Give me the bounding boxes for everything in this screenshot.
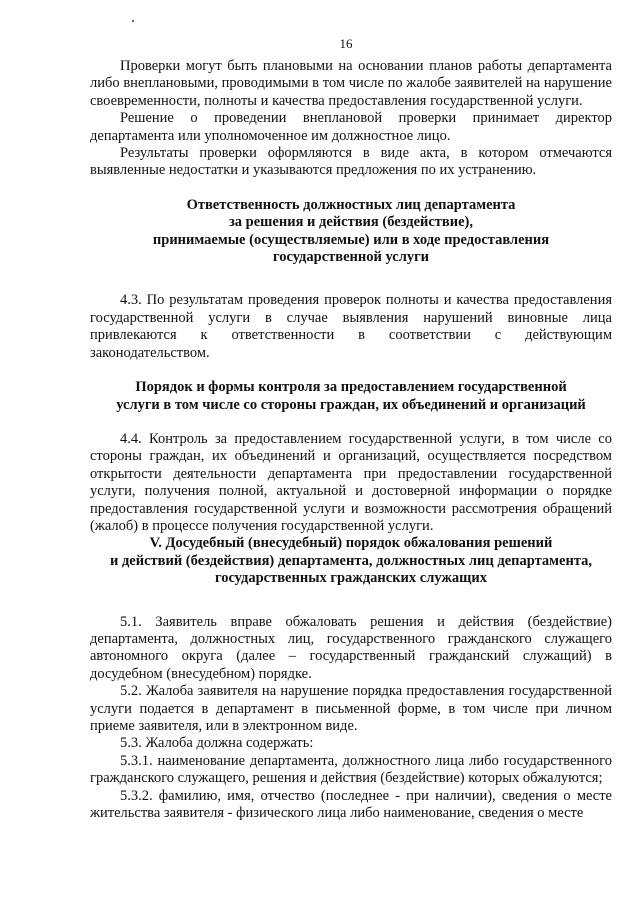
paragraph-inspection-results: Результаты проверки оформляются в виде акта, в котором отмечаются выявленные недостатки и указываются предложения по их устранению. xyxy=(90,145,612,179)
heading-line: V. Досудебный (внесудебный) порядок обжалования решений xyxy=(149,535,553,552)
paragraph-4-4: 4.4. Контроль за предоставлением государственной услуги, в том числе со стороны граждан, их объединений и организаций, осуществляется посредством открытости деятельности департамента при предоставлении государственной услуги, получения полной, актуальной и достоверной информации о порядке предоставления государственной услуги и возможности рассмотрения обращений (жалоб) в процессе получения государственной услуги. xyxy=(90,430,612,534)
heading-responsibility xyxy=(90,197,612,267)
page-number: 16 xyxy=(339,36,353,51)
paragraph-4-3: 4.3. По результатам проведения проверок полноты и качества предоставления государственной услуги в случае выявления нарушений виновные лица привлекаются к ответственности в соответствии с действующим законодательством. xyxy=(90,292,612,361)
paragraph-5-1: 5.1. Заявитель вправе обжаловать решения и действия (бездействие) департамента, должностных лиц, государственного гражданского служащего автономного округа (далее – государственный гражданский служащий) в досудебном (внесудебном) порядке. xyxy=(90,613,612,682)
heading-line: за решения и действия (бездействие), xyxy=(228,214,474,231)
paragraph-5-2: 5.2. Жалоба заявителя на нарушение порядка предоставления государственной услуги подается в департамент в письменной форме, в том числе при личном приеме заявителя, или в электронном виде. xyxy=(90,683,612,734)
heading-line: Порядок и формы контроля за предоставлением государственной xyxy=(135,379,567,396)
heading-control-forms xyxy=(90,379,612,414)
heading-line: государственной услуги xyxy=(272,249,430,266)
heading-line: Ответственность должностных лиц департамента xyxy=(186,196,516,213)
heading-section-v xyxy=(90,535,612,587)
scan-speck xyxy=(132,20,134,22)
heading-line: услуги в том числе со стороны граждан, их объединений и организаций xyxy=(116,396,586,413)
heading-line: государственных гражданских служащих xyxy=(214,570,488,587)
paragraph-5-3: 5.3. Жалоба должна содержать: xyxy=(120,735,314,752)
heading-line: и действий (бездействия) департамента, должностных лиц департамента, xyxy=(109,552,592,569)
paragraph-5-3-2: 5.3.2. фамилию, имя, отчество (последнее - при наличии), сведения о месте жительства заявителя - физического лица либо наименование, сведения о месте xyxy=(90,787,612,822)
paragraph-5-3-1: 5.3.1. наименование департамента, должностного лица либо государственного гражданского служащего, решения и действия (бездействие) которых обжалуются; xyxy=(90,752,612,787)
paragraph-unscheduled-decision: Решение о проведении внеплановой проверки принимает директор департамента или уполномоченное им должностное лицо. xyxy=(90,110,612,144)
heading-line: принимаемые (осуществляемые) или в ходе предоставления xyxy=(152,231,550,248)
paragraph-inspections-types: Проверки могут быть плановыми на основании планов работы департамента либо внеплановыми, проводимыми в том числе по жалобе заявителей на нарушение своевременности, полноты и качества предоставления государственной услуги. xyxy=(90,58,612,109)
